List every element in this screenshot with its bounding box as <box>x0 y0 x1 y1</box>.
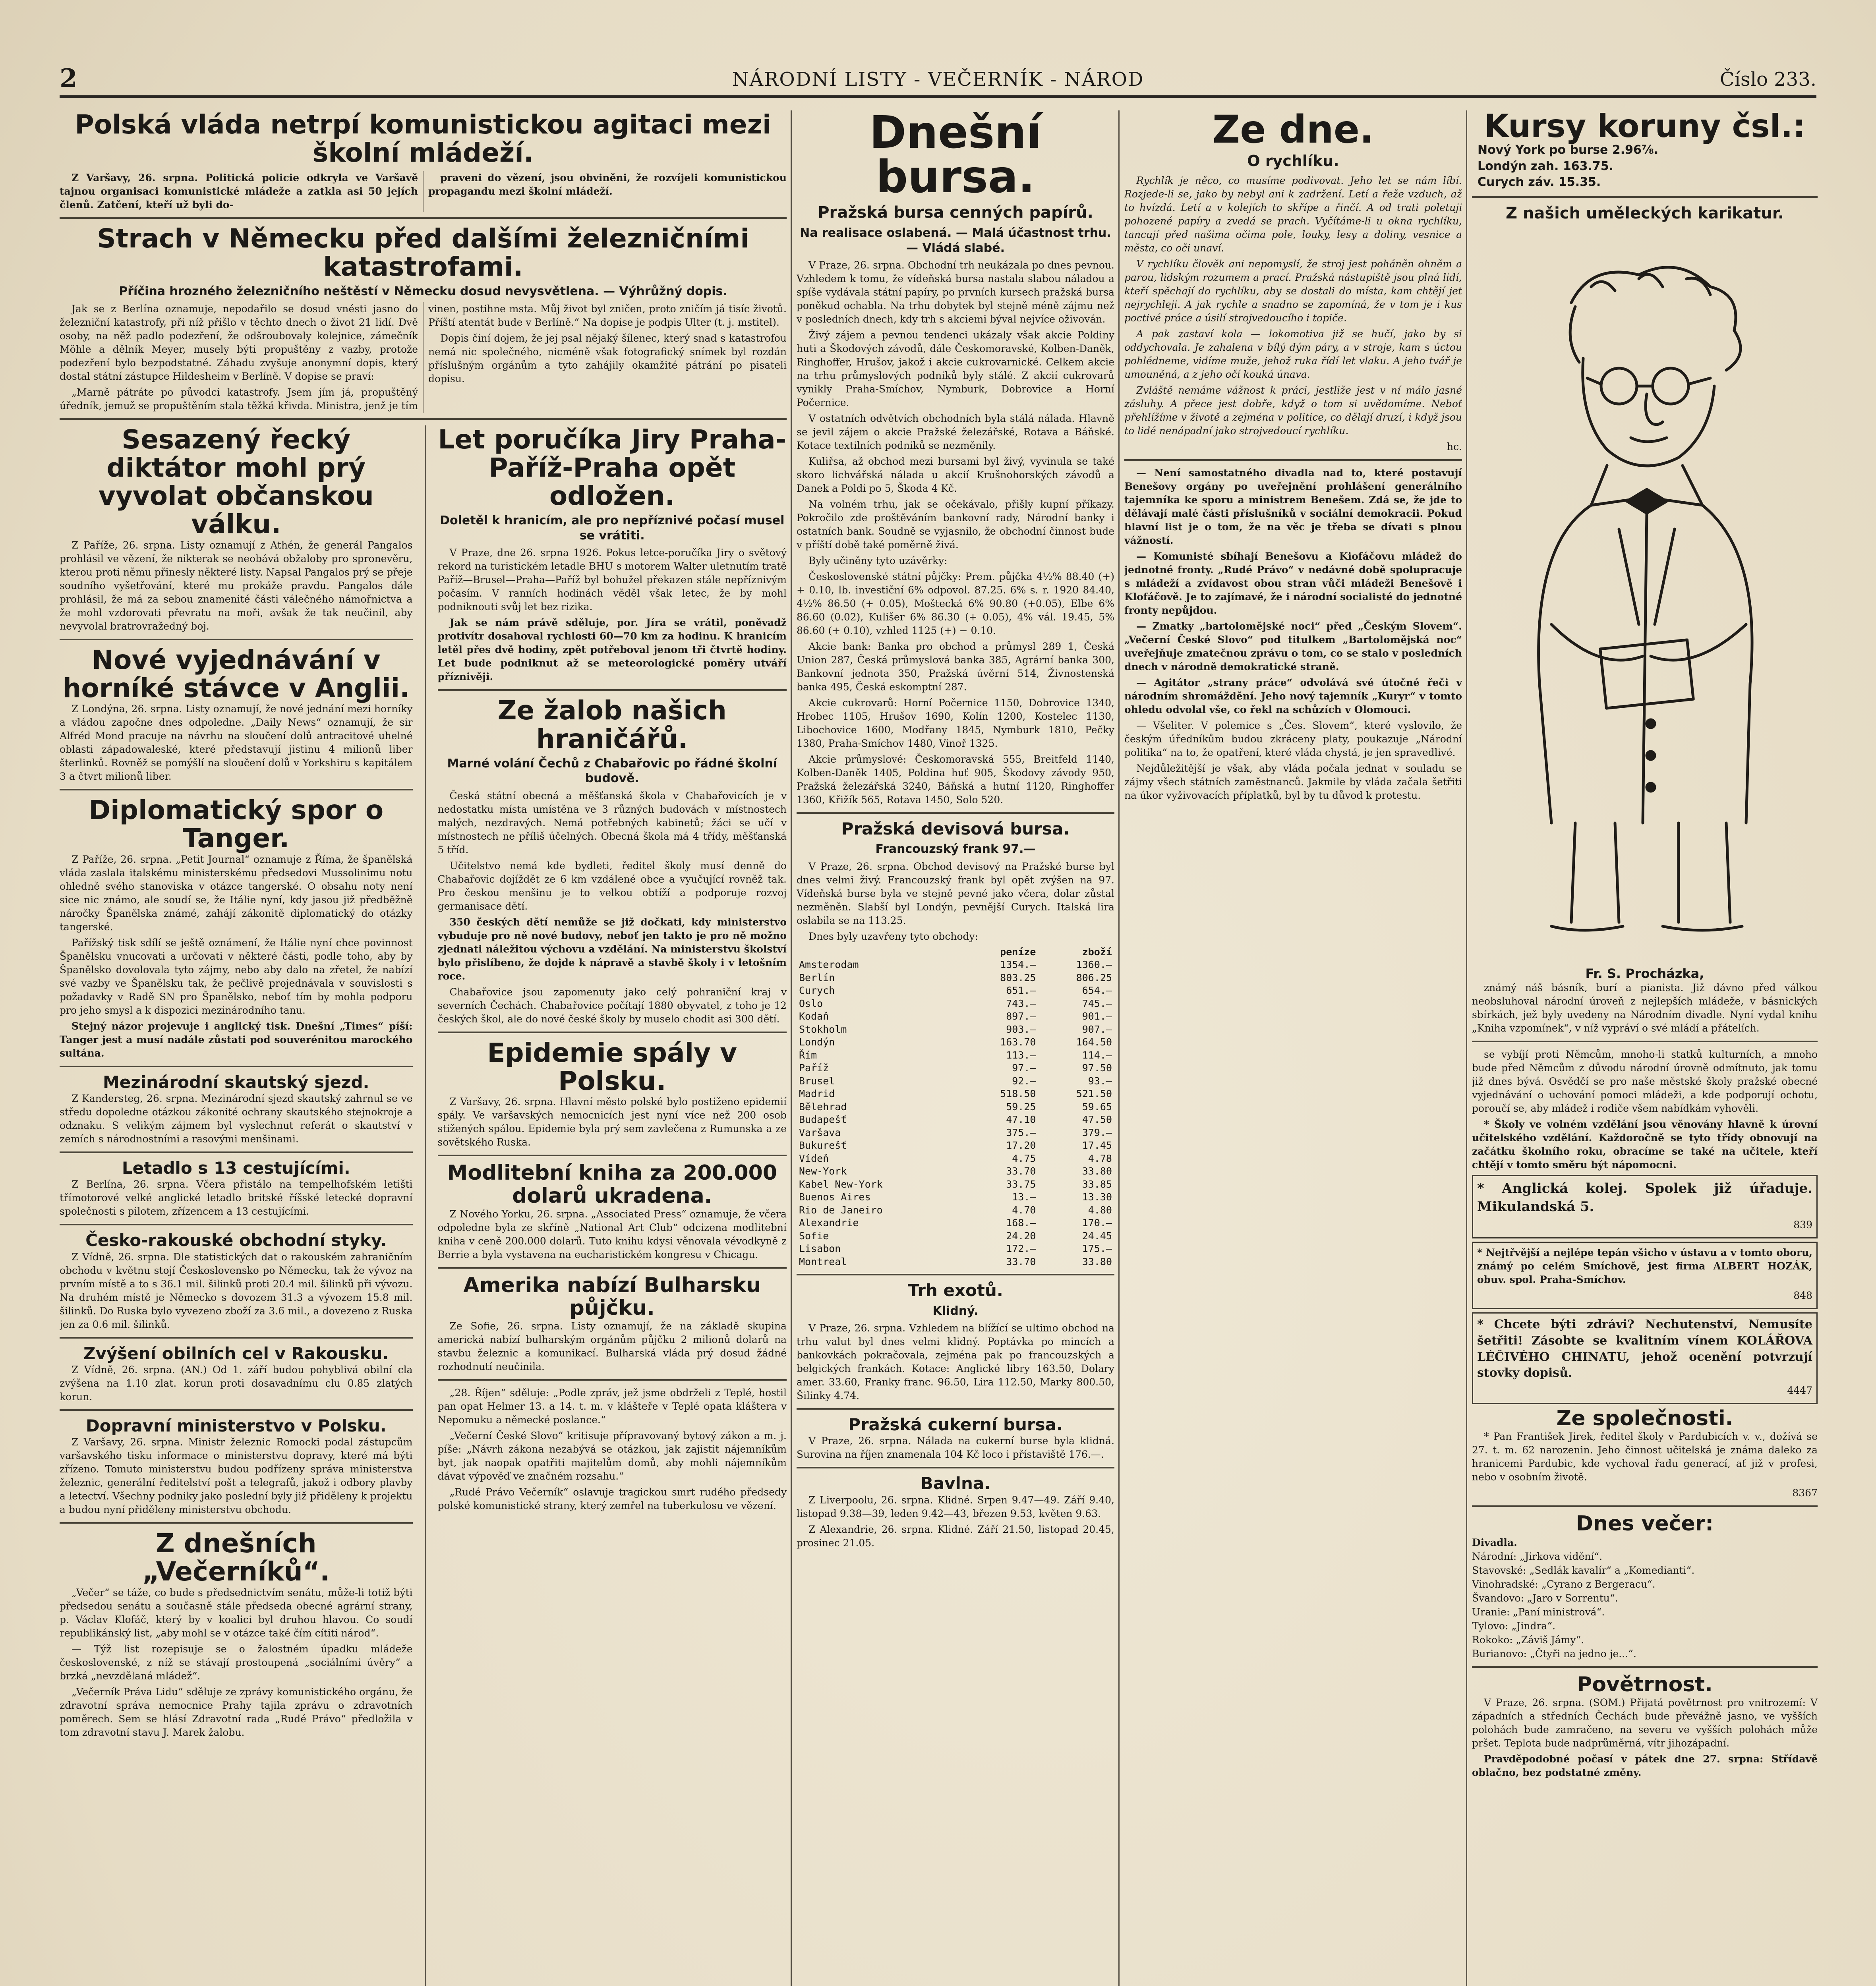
section-divider <box>1124 459 1462 461</box>
headline: Diplomatický spor o Tanger. <box>89 795 384 854</box>
ad-text: * Nejtřvější a nejlépe tepán všicho v ústavu a v tomto oboru, známý po celém Smíchově, jest firma ALBERT HOZÁK, obuv. spol. Praha-Smíchov. <box>1477 1246 1812 1285</box>
subheadline: Francouzský frank 97.— <box>875 842 1036 856</box>
rate-row <box>797 997 1114 1010</box>
article-text: Z Paříže, 26. srpna. „Petit Journal“ oznamuje z Říma, že španělská vláda zaslala italskému ministerskému předsedovi Mussolinimu notu ohledně svého stanoviska v otázce tangerské. O obsahu noty není sice nic známo, ale soudí se, že Itálie nyní, kdy jasou již předběžně náročky Španělska známé, zahájí zákonitě diplomatický do otázky tangerské. <box>60 853 413 933</box>
article-text: „Rudé Právo Večerník“ oslavuje tragickou smrt rudého předsedy polské komunistické strany, který zemřel na tuberkulosu ve vězení. <box>437 1486 787 1512</box>
section-divider <box>797 1467 1114 1468</box>
rate-cell: 172.— <box>1006 1243 1036 1255</box>
column-4 <box>1124 110 1462 1986</box>
rate-cell: Stokholm <box>799 1023 847 1035</box>
article-text: Jak se z Berlína oznamuje, nepodařilo se dosud vnésti jasno do železniční katastrofy, při níž přišlo v těchto dnech o život 21 lidí. Dvě osoby, na něž padlo podezření, že odšroubovaly kolejnice, zámečník Möhle a dělník Meyer, musely býti propuštěny z vazby, protože podezření bylo bezpodstatné. Záhadu zvyšuje anonymní dopis, který dostal státní zástupce Hildesheim v Berlíně. V dopise se praví: <box>60 303 418 382</box>
rate-cell: 4.78 <box>1088 1152 1112 1164</box>
rate-row <box>797 958 1114 972</box>
article-text: „28. Říjen“ sděluje: „Podle zpráv, jež jsme obdrželi z Teplé, hostil pan opat Helmer 13. a 14. t. m. v klášteře v Teplé opata kláštera v Nepomuku a německé poslance.“ <box>437 1387 787 1426</box>
rate-cell: 1354.— <box>1000 959 1036 971</box>
rate-cell: 168.— <box>1006 1217 1036 1229</box>
rate-cell: Londýn <box>799 1036 835 1048</box>
section-divider <box>60 1337 413 1339</box>
rate-row <box>797 1152 1114 1165</box>
rate-cell: 33.80 <box>1082 1165 1112 1177</box>
headline: Modlitební kniha za 200.000 dolarů ukradena. <box>447 1161 777 1208</box>
subheadline: Příčina hrozného železničního neštěstí v Německu dosud nevysvětlena. — Výhrůžný dopis. <box>119 284 727 299</box>
rate-row <box>797 1113 1114 1126</box>
article-text: — Agitátor „strany práce“ odvolává své útočné řeči v národním shromáždění. Jeho nový tajemník „Kuryr“ v tomto ohledu odvolal vše, co řekl na schůzích v Olomouci. <box>1124 676 1462 715</box>
article-text: V rychlíku člověk ani nepomyslí, že stroj jest poháněn ohněm a parou, lidským rozumem a prací. Pražská nástupiště jsou plná lidí, kteří spěchají do rychlíku, aby se dostali do místa, kam chtějí jet nejrychleji. A jak rychle a snadno se zapomíná, že v tom je i kus poctivé práce a úsilí strojvedoucího i topiče. <box>1124 258 1462 324</box>
rate-cell: Amsterodam <box>799 959 859 971</box>
article-text: Pařížský tisk sdílí se ještě oznámení, že Itálie nyní chce povinnost Španělsku vnucovati a určovati v některé části, podle toho, aby by Španělsko dovolovala tyto zájmy, nebo aby dalo na zřetel, že nabízí své vazby ve Španělsku tak, že pečlivě projednávala v souvislosti s požadavky v Radě SN pro Španělsko, neboť tím by mohla podporu pro jeho smysl a k dispozici mezinárodního tanu. <box>60 937 413 1016</box>
rate-cell: 114.— <box>1082 1049 1112 1061</box>
article-text: Z Vídně, 26. srpna. (AN.) Od 1. září budou pohyblivá obilní cla zvýšena na 1.10 zlat. korun proti dosavadnímu clu 0.85 zlatých korun. <box>60 1364 413 1403</box>
article-text: Z Nového Yorku, 26. srpna. „Associated Press“ oznamuje, že včera odpoledne byla ze skříně „National Art Club“ odcizena modlitební kniha v ceně 200.000 dolarů. Tuto knihu kdysi věnovala vévodkyně z Berrie a byla vystavena na eucharistickém kongresu v Chicagu. <box>437 1208 787 1260</box>
rate-row <box>797 1062 1114 1075</box>
headline: Strach v Německu před dalšími železničními katastrofami. <box>97 223 749 282</box>
article-text: * Pan František Jirek, ředitel školy v Pardubicích v. v., dožívá se 27. t. m. 62 narozenin. Jeho činnost učitelská je známa daleko za hranicemi Pardubic, kde vychoval řadu generací, ať již v profesi, nebo v osobním životě. <box>1472 1431 1818 1483</box>
rate-cell: 901.— <box>1082 1010 1112 1022</box>
program-heading: Divadla. <box>1472 1536 1517 1548</box>
article-text: Z Londýna, 26. srpna. Listy oznamují, že nové jednání mezi horníky a vládou započne dnes odpoledne. „Daily News“ oznamují, že sir Alfréd Mond pracuje na návrhu na sloučení dolů antracitové uhelné oblasti západowaleské, které představují jistinu 4 milionů liber šterlinků. Rovněž se pomýšlí na sloučení dolů v Yorkshiru s kapitálem 3 a čtvrt milionů liber. <box>60 703 413 782</box>
rate-cell: 375.— <box>1006 1126 1036 1138</box>
rate-cell: Kabel New-York <box>799 1178 883 1190</box>
article-text: Z Vídně, 26. srpna. Dle statistických dat o rakouském zahraničním obchodu v květnu stojí Československo po Německu, tak že vývoz na prvním místě a to s 36.1 mil. šilinků proti 20.4 mil. šilinků při vývozu. Na druhém místě je Německo s dovozem 31.3 a vývozem 15.8 mil. šilinků. Do Ruska bylo vyvezeno zboží za 3.6 mil., a dovezeno z Ruska jen za 0.6 mil. šilinků. <box>60 1251 413 1330</box>
headline: Epidemie spály v Polsku. <box>487 1037 737 1097</box>
rate-row <box>797 1088 1114 1101</box>
article-text: Dnes byly uzavřeny tyto obchody: <box>808 930 979 942</box>
article-text: Česká státní obecná a měšťanská škola v Chabařovicích je v nedostatku místa umístěna ve 3 různých budovách v místnostech malých, nezdravých. Nemá potřebných kabinetů; žáci se učí v místnostech ne příliš účelných. Obecná škola má 4 třídy, měšťanská 5 tříd. <box>437 790 787 856</box>
rate-header-cell: peníze <box>1000 946 1036 958</box>
subheadline: Klidný. <box>932 1304 979 1318</box>
program-row: Švandovo: „Jaro v Sorrentu“. <box>1472 1592 1618 1604</box>
article-text: V Praze, 26. srpna. Obchod devisový na Pražské burse byl dnes velmi živý. Francouzský frank byl opět zvýšen na 97. Vídeňská burse byla ve stejně pevné jako včera, dolar zůstal nezměněn. Slabší byl Londýn, pevnější Curych. Italská lira oslabila se na 113.25. <box>797 860 1114 926</box>
article-text: Nejdůležitější je však, aby vláda počala jednat v souladu se zájmy všech státních zaměstnanců. Jakmile by vláda začala šetřiti na úkor vyživovacích příplatků, byl by tu důvod k protestu. <box>1124 762 1462 801</box>
article-text: Dopis činí dojem, že jej psal nějaký šílenec, který snad s katastrofou nemá nic společného, nicméně však fotografický snímek byl rozdán příslušným orgánům a tyto zahájily okamžité pátrání po pisateli dopisu. <box>428 332 787 384</box>
left-columns <box>60 110 787 1986</box>
subheadline: Marné volání Čechů z Chabařovic po řádné školní budově. <box>447 756 777 786</box>
program-row: Stavovské: „Sedlák kavalír“ a „Komedianti“. <box>1472 1564 1695 1576</box>
rate-cell: Paříž <box>799 1062 829 1074</box>
article-text: Z Berlína, 26. srpna. Včera přistálo na tempelhofském letišti třímotorové velké anglické letadlo britské říšské letecké dopravní společnosti s pilotem, zřízencem a 13 cestujícími. <box>60 1178 413 1217</box>
rate-cell: Alexandrie <box>799 1217 859 1229</box>
advertisement <box>1472 1312 1818 1404</box>
headline: Ze žalob našich hraničářů. <box>497 695 727 754</box>
article-text: Jak se nám právě sděluje, por. Jíra se vrátil, poněvadž protivítr dosahoval rychlosti 60—70 km za hodinu. K hranicím letěl přes dvě hodiny, zpět potřeboval jenom tři čtvrtě hodiny. Let bude podniknut až se meteorologické poměry utváří příznivěji. <box>437 617 787 683</box>
kurs-line: Londýn zah. 163.75. <box>1478 159 1613 173</box>
article-text: Na volném trhu, jak se očekávalo, přišly kupní příkazy. Pokročilo zde proštěváním bankovní rady, Národní banky i ostatních bank. Soudně se vyjasnilo, že obchodní činnost bude v příští době také poměrně živá. <box>797 498 1114 551</box>
rate-cell: Curych <box>799 985 835 997</box>
ad-code: 4447 <box>1787 1385 1812 1397</box>
rate-row <box>797 1023 1114 1036</box>
section-divider <box>60 1522 413 1524</box>
article-text: — Týž list rozepisuje se o žalostném úpadku mládeže československé, z níž se stávají prostoupená „sociálními úvěry“ a brzká „nevzdělaná mládež“. <box>60 1643 413 1682</box>
rate-cell: 97.50 <box>1082 1062 1112 1074</box>
article-text: Z Paříže, 26. srpna. Listy oznamují z Athén, že generál Pangalos prohlásil ve vězení, že nikterak se neobává obžaloby pro spronevěru, kterou proti němu přinesly některé listy. Napsal Pangalos prý se přeje soudního vyšetřování, které mu prokáže pravdu. Pangalos dále prohlásil, že má za sebou znamenité části válečného námořnictva a že mohl vzdorovati převratu na moři, avšak že tak neučinil, aby nevyvolal bratrovražedný boj. <box>60 539 413 632</box>
section-divider <box>797 1274 1114 1275</box>
headline: Kursy koruny čsl.: <box>1484 110 1806 145</box>
rate-header-cell <box>797 946 962 959</box>
rate-cell: Sofie <box>799 1230 829 1242</box>
headline: Bavlna. <box>920 1474 991 1493</box>
rate-cell: Lisabon <box>799 1243 841 1255</box>
column-rule <box>1118 110 1120 1986</box>
rate-row <box>797 1230 1114 1243</box>
section-divider <box>797 812 1114 814</box>
section-divider <box>60 1151 413 1153</box>
rate-cell: Bělehrad <box>799 1101 847 1113</box>
rate-row <box>797 1010 1114 1023</box>
rate-cell: 33.75 <box>1006 1178 1036 1190</box>
headline: Pražská devisová bursa. <box>841 819 1070 838</box>
article-text: — Zmatky „bartolomějské noci“ před „Českým Slovem“. „Večerní České Slovo“ pod titulkem „Bartolomějská noc“ uveřejňuje zmatečnou zprávu o tom, co se stalo v posledních dnech v národně demokratické straně. <box>1124 620 1462 672</box>
article-text: * Školy ve volném vzdělání jsou věnovány hlavně k úrovní učitelského vzdělání. Každoročně se tyto třídy obnovují na začátku školního roku, obracíme se také na učitele, kteří chtějí v tomto směru být nápomocni. <box>1472 1118 1818 1171</box>
rate-row <box>797 1178 1114 1191</box>
rate-cell: Oslo <box>799 997 823 1009</box>
column-3-bursa <box>797 110 1114 1986</box>
article-text: „Marně pátráte po původci katastrofy. Jsem jím já, propuštěný úředník, jemuž se propuštěním stala těžká křivda. Ministra, jenž je tím vinen, postihne msta. Můj život byl zničen, proto zničím já tisíc životů. Příští atentát bude v Berlíně.“ Na dopise je podpis Ulter (t. j. mstitel). <box>60 303 787 411</box>
article-text: Pravděpodobné počasí v pátek dne 27. srpna: Střídavě oblačno, bez podstatné změny. <box>1472 1753 1818 1778</box>
rate-cell: 806.25 <box>1076 972 1112 983</box>
program-row: Uranie: „Paní ministrová“. <box>1472 1606 1605 1618</box>
subheadline: Doletěl k hranicím, ale pro nepříznivé počasí musel se vrátiti. <box>440 514 785 543</box>
article-text: „Večer“ se táže, co bude s předsednictvím senátu, může-li totiž býti předsedou senátu a současně stále předseda obecné agrární strany, p. Václav Klofáč, který by v koalici byl druhou hlavou. Co soudí republikánský list, „aby mohl se v otázce také čím cítiti národ“. <box>60 1586 413 1639</box>
headline: Z dnešních „Večerníků“. <box>142 1528 330 1587</box>
rate-row <box>797 1075 1114 1088</box>
rate-cell: 33.70 <box>1006 1256 1036 1267</box>
headline: Ze společnosti. <box>1556 1406 1733 1431</box>
rate-row <box>797 1256 1114 1269</box>
rate-cell: 47.10 <box>1006 1114 1036 1126</box>
article-text: známý náš básník, burí a pianista. Již dávno před válkou neobsluhoval národní úroveň z nejlepších mládeže, v básnických sbírkách, jež byly uvedeny na Národním divadle. Nyní vydal knihu „Kniha vzpomínek“, v níž vypráví o své mládí a přátelích. <box>1472 981 1818 1034</box>
headline: Povětrnost. <box>1577 1672 1713 1696</box>
rate-cell: 59.65 <box>1082 1101 1112 1113</box>
rate-cell: 521.50 <box>1076 1088 1112 1100</box>
column-5 <box>1472 110 1818 1986</box>
rate-cell: New-York <box>799 1165 847 1177</box>
article-text: Z Kandersteg, 26. srpna. Mezinárodní sjezd skautský zahrnul se ve středu dopoledne otázkou zákonité ochrany skautského stejnokroje a odznaku. S velikým zájmem byl vyslechnut referát o skautství v zemích s národnostními a rasovými menšinami. <box>60 1092 413 1145</box>
rate-cell: 33.80 <box>1082 1256 1112 1267</box>
rate-cell: 379.— <box>1082 1126 1112 1138</box>
article-text: V Praze, 26. srpna. Obchodní trh neukázala po dnes pevnou. Vzhledem k tomu, že vídeňská bursa nastala slabou náladou a spíše vydávala státní papíry, po prvních kursech pražská bursa poněkud ochabla. Na trhu dobytek byl stejně méně zájmu než v posledních dnech, kdy trh s akciemi býval nejvíce oživován. <box>797 259 1114 325</box>
article-text: V Praze, 26. srpna. Vzhledem na blížící se ultimo obchod na trhu valut byl dnes velmi klidný. Poptávka po mincích a bankovkách pokračovala, zejména pak po francouzských a belgických frankách. Kotace: Anglické libry 163.50, Dolary amer. 33.60, Franky franc. 96.50, Lira 112.50, Marky 800.50, Šilinky 4.74. <box>797 1322 1114 1402</box>
article-text: „Večerní České Slovo“ kritisuje přípravovaný bytový zákon a m. j. píše: „Návrh zákona nezabývá se otázkou, jak zajistit nájemníkům byt, jak naopak opatřiti majitelům domů, aby mohli nájemníkům dávat výpověď ve značném rozsahu.“ <box>437 1430 787 1482</box>
article-text: Stejný názor projevuje i anglický tisk. Dnešní „Times“ píší: Tanger jest a musí nadále zůstati pod souverénitou marockého sultána. <box>60 1020 413 1059</box>
caricature-illustration <box>1472 227 1818 962</box>
column-1 <box>60 425 413 1986</box>
program-list <box>1472 1536 1818 1661</box>
article-text: Rychlík je něco, co musíme podivovat. Jeho let se nám líbí. Rozjede-li se, jako by nebyl ani k zadržení. Letí a řeže vzduch, až to hvízdá. Letí a v kolejích to skřípe a řinčí. A od trati poletují pohozené papíry a zvedá se prach. Vyčítáme-li u okna rychlíku, tancují před našima očima pole, louky, lesy a doliny, vesnice a města, co oči unaví. <box>1124 174 1462 254</box>
subheadline: Na realisace oslabená. — Malá účastnost trhu. — Vládá slabé. <box>800 226 1111 255</box>
headline: Nové vyjednávání v horníké stávce v Anglii. <box>62 644 410 703</box>
rate-cell: 92.— <box>1012 1075 1036 1087</box>
section-divider <box>438 689 787 691</box>
issue-number: Číslo 233. <box>1719 68 1816 91</box>
section-divider <box>1472 1666 1818 1668</box>
exchange-rate-table <box>797 946 1114 1269</box>
ad-code: 839 <box>1793 1219 1812 1231</box>
ad-text: * Chcete býti zdrávi? Nechutenství, Nemusíte šetřiti! Zásobte se kvalitním vínem KOLÁŘOVA LÉČIVÉHO CHINATU, jehož ocenění potvrzují stovky dopisů. <box>1477 1317 1812 1380</box>
headline: Mezinárodní skautský sjezd. <box>103 1072 369 1092</box>
rate-cell: Montreal <box>799 1256 847 1267</box>
column-rule <box>791 110 792 1986</box>
section-divider <box>1472 1041 1818 1042</box>
program-row: Rokoko: „Záviš Jámy“. <box>1472 1634 1584 1646</box>
program-row: Burianovo: „Čtyři na jedno je...“. <box>1472 1648 1636 1660</box>
rate-cell: 13.30 <box>1082 1191 1112 1203</box>
article-text: Ze Sofie, 26. srpna. Listy oznamují, že na základě skupina americká nabízí bulharským orgánům půjčku 2 milionů dolarů na stavbu železnic a komunikací. Bulharská vláda prý dosud žádné rozhodnutí neučinila. <box>437 1320 787 1373</box>
rate-cell: Madrid <box>799 1088 835 1100</box>
article-text: V ostatních odvětvích obchodních byla stálá nálada. Hlavně se jevil zájem o akcie Pražské železářské, Rotava a Báňské. Kotace textilních podniků se nezměnily. <box>797 413 1114 451</box>
advertisement <box>1472 1242 1818 1309</box>
article-text: Z Liverpoolu, 26. srpna. Klidné. Srpen 9.47—49. Září 9.40, listopad 9.38—39, leden 9.42—43, březen 9.53, květen 9.63. <box>797 1494 1114 1519</box>
headline: Česko-rakouské obchodní styky. <box>85 1231 387 1250</box>
article-text: Akcie cukrovarů: Horní Počernice 1150, Dobrovice 1340, Hrobec 1105, Hrušov 1690, Kolín 1200, Kostelec 1130, Libochovice 1600, Modřany 1845, Nymburk 1810, Pečky 1380, Praha-Smíchov 1480, Vinoř 1325. <box>797 697 1114 749</box>
section-divider <box>60 789 413 790</box>
rate-row <box>797 984 1114 997</box>
headline: Polská vláda netrpí komunistickou agitaci mezi školní mládeží. <box>75 110 772 168</box>
newspaper-title: NÁRODNÍ LISTY - VEČERNÍK - NÁROD <box>732 68 1144 91</box>
masthead <box>60 60 1816 98</box>
rate-cell: 33.70 <box>1006 1165 1036 1177</box>
article-text: Učitelstvo nemá kde bydleti, ředitel školy musí denně do Chabařovic dojíždět ze 6 km vzdálené obce a vyučující rovněž tak. Pro českou menšinu je to velkou obtíží a podporuje rozvoj germanisace dětí. <box>437 860 787 912</box>
page-number: 2 <box>60 64 77 93</box>
article-text: Československé státní půjčky: Prem. půjčka 4½% 88.40 (+) + 0.10, lb. investiční 6% odpovol. 87.25. 6% s. r. 1920 84.40, 4½% 86.50 (+ 0.05), Moštecká 6% 90.80 (+0.05), Elbe 6% 86.60 (0.02), Kulišer 6% 86.30 (+ 0.05), 4% vál. 19.45, 5% 86.60 (+ 0.10), vzhled 1125 (+) − 0.10. <box>797 571 1114 636</box>
article-text: 350 českých dětí nemůže se již dočkati, kdy ministerstvo vybuduje pro ně nové budovy, neboť jen takto je pro ně možno zjednati náležitou výchovu a vzdělání. Na ministerstvu školství bylo přislíbeno, že dojde k nápravě a stavbě školy i v letošním roce. <box>437 916 787 982</box>
program-row: Tylovo: „Jindra“. <box>1472 1620 1556 1632</box>
rate-row <box>797 1126 1114 1140</box>
article-text: V Praze, 26. srpna. (SOM.) Přijatá povětrnost pro vnitrozemí: V západních a středních Čechách bude převážně jasno, ve vyšších polohách bude zamračeno, na severu ve vyšších polohách může pršet. Teplota bude nadprůměrná, vítr jihozápadní. <box>1472 1696 1818 1749</box>
rate-cell: 4.70 <box>1012 1204 1036 1216</box>
rate-row <box>797 1242 1114 1256</box>
caricature-caption: Fr. S. Procházka, <box>1585 966 1704 981</box>
rate-header-cell: zboží <box>1082 946 1112 958</box>
section-divider <box>1472 196 1818 198</box>
article-text: Akcie bank: Banka pro obchod a průmysl 289 1, Česká Union 287, Česká průmyslová banka 385, Agrární banka 300, Bankovní jednota 350, Pražská úvěrní 514, Živnostenská banka 495, Česká eskomptní 287. <box>797 641 1114 693</box>
section-divider <box>60 639 413 640</box>
rate-cell: Buenos Aires <box>799 1191 871 1203</box>
rate-row <box>797 1036 1114 1049</box>
section-divider <box>438 1155 787 1156</box>
headline: Dnešní bursa. <box>869 110 1042 203</box>
section-divider <box>438 1032 787 1033</box>
article-text: Z Varšavy, 26. srpna. Politická policie odkryla ve Varšavě tajnou organisaci komunistické mládeže a zatkla asi 50 jejích členů. Zatčení, kteří už byli do- <box>60 172 418 211</box>
rate-row <box>797 1191 1114 1204</box>
article-text: Akcie průmyslové: Českomoravská 555, Breitfeld 1140, Kolben-Daněk 1405, Poldina huť 905, Škodovy závody 950, Pražská železářská 3240, Báňská a hutní 1120, Ringhoffer 1360, Křižík 565, Rotava 1450, Solo 520. <box>797 753 1114 806</box>
headline: Letadlo s 13 cestujícími. <box>122 1158 350 1178</box>
article-text: se vybíjí proti Němcům, mnoho-li statků kulturních, a mnoho bude před Němcům z důvodu národní úrovně odmítnuto, jak tomu již dnes bývá. Osvědčí se pro naše městské školy pražské obecné vyjednávání o uchování pomoci mládeži, a kde podporují ochotu, poroučí se, aby mládež i rodiče všem nabídkám vyhověli. <box>1472 1048 1818 1114</box>
kursy-list <box>1472 142 1818 191</box>
rate-cell: Brusel <box>799 1075 835 1087</box>
rate-row <box>797 1217 1114 1230</box>
section-divider <box>60 1409 413 1411</box>
rate-cell: 17.45 <box>1082 1140 1112 1151</box>
section-divider <box>1472 1505 1818 1507</box>
section-divider <box>438 1267 787 1269</box>
rate-cell: 24.20 <box>1006 1230 1036 1242</box>
kurs-line: Curych záv. 15.35. <box>1478 175 1601 189</box>
rate-row <box>797 1049 1114 1062</box>
column-2 <box>438 425 787 1986</box>
rate-cell: 47.50 <box>1082 1114 1112 1126</box>
rate-cell: Kodaň <box>799 1010 829 1022</box>
ad-code: 8367 <box>1792 1487 1818 1499</box>
article-text: Z Varšavy, 26. srpna. Hlavní město polské bylo postiženo epidemií spály. Ve varšavských nemocnicích jest nyní více než 200 osob stižených spálou. Epidemie byla prý sem zavlečena z Rumunska a ze sovětského Ruska. <box>437 1096 787 1148</box>
rate-cell: Rio de Janeiro <box>799 1204 883 1216</box>
article-text: A pak zastaví kola — lokomotiva již se hučí, jako by si oddychovala. Je zahalena v bílý dým páry, a v stroje, kam s úctou pohlédneme, vidíme muže, jehož ruka řídí let vlaku. A jeho tvář je umouněná, a z jeho očí kouká únava. <box>1124 328 1462 380</box>
headline: Amerika nabízí Bulharsku půjčku. <box>463 1273 761 1320</box>
program-row: Národní: „Jirkova vidění“. <box>1472 1550 1603 1562</box>
rate-cell: 651.— <box>1006 985 1036 997</box>
rate-cell: 903.— <box>1006 1023 1036 1035</box>
subheadline: O rychlíku. <box>1247 152 1339 170</box>
rate-cell: 175.— <box>1082 1243 1112 1255</box>
rate-row <box>797 1139 1114 1152</box>
rate-cell: 518.50 <box>1000 1088 1036 1100</box>
rate-cell: 164.50 <box>1076 1036 1112 1048</box>
rate-cell: 59.25 <box>1006 1101 1036 1113</box>
headline: Let poručíka Jiry Praha-Paříž-Praha opět odložen. <box>438 425 787 512</box>
advertisement <box>1472 1175 1818 1238</box>
rate-cell: Varšava <box>799 1126 841 1138</box>
rate-cell: 4.75 <box>1012 1152 1036 1164</box>
rate-cell: 897.— <box>1006 1010 1036 1022</box>
column-rule <box>1466 110 1467 1986</box>
rate-cell: 17.20 <box>1006 1140 1036 1151</box>
author-signature: hc. <box>1447 440 1462 452</box>
rate-cell: 170.— <box>1082 1217 1112 1229</box>
rate-row <box>797 1165 1114 1178</box>
headline: Sesazený řecký diktátor mohl prý vyvolat občanskou válku. <box>98 425 374 540</box>
rate-cell: 97.— <box>1012 1062 1036 1074</box>
headline: Zvýšení obilních cel v Rakousku. <box>83 1343 389 1363</box>
rate-row <box>797 1101 1114 1114</box>
article-text: Chabařovice jsou zapomenuty jako celý pohraniční kraj v severních Čechách. Chabařovice počítají 1880 obyvatel, z toho je 12 českých škol, ale do nové české školy by muselo chodit asi 300 dětí. <box>437 986 787 1025</box>
article-text: — Není samostatného divadla nad to, které postavují Benešovy orgány po uveřejnění prohlášení generálního tajemníka ke sporu a ministrem Benešem. Zdá se, že jde to dělávají malé části příslušníků v sociální demokracii. Pokud hlavní list je o tom, že na věc je třeba se dívati s plnou vážností. <box>1124 467 1462 546</box>
column-rule <box>425 425 426 1986</box>
article-text: V Praze, 26. srpna. Nálada na cukerní burse byla klidná. Surovina na říjen znamenala 104 Kč loco i přístaviště 176.—. <box>797 1435 1114 1461</box>
subheadline: Pražská bursa cenných papírů. <box>818 203 1093 222</box>
section-divider <box>60 217 787 219</box>
rate-cell: Vídeň <box>799 1152 829 1164</box>
article-text: Z Alexandrie, 26. srpna. Klidné. Září 21.50, listopad 20.45, prosinec 21.05. <box>797 1523 1114 1549</box>
rate-cell: 743.— <box>1006 997 1036 1009</box>
rate-cell: 33.85 <box>1082 1178 1112 1190</box>
headline: Ze dne. <box>1212 110 1374 152</box>
rate-cell: 13.— <box>1012 1191 1036 1203</box>
rate-row <box>797 972 1114 985</box>
rate-cell: 907.— <box>1082 1023 1112 1035</box>
article-text: Z Varšavy, 26. srpna. Ministr železnic Romocki podal zástupcům varšavského tisku informace o ministerstvu dopravy, které má býti zřízeno. Tomuto ministerstvu budou podřízeny správa ministerstva železnic, generální ředitelství pošt a telegrafů, jakož i odbory plavby a letectví. Všechny podniky jako poslední byly již přiděleny k projektu a budou nyní přiděleny ministerstvu obchodu. <box>60 1436 413 1516</box>
rate-cell: 93.— <box>1088 1075 1112 1087</box>
headline: Pražská cukerní bursa. <box>848 1415 1063 1435</box>
article-text: Živý zájem a pevnou tendenci ukázaly však akcie Poldiny huti a Škodových závodů, dále Českomoravské, Kolben-Daněk, Ringhoffer, Hrušov, jakož i akcie cukrovarnické. Celkem akcie na trhu průmyslových podniků byly stálé. Z akcií cukrovarů vynikly Praha-Smíchov, Nymburk, Dobrovice a Horní Počernice. <box>797 329 1114 408</box>
headline: Z našich uměleckých karikatur. <box>1505 204 1784 222</box>
article-text: Kuliřsa, až obchod mezi bursami byl živý, vyvinula se také skoro lichvářská nálada u akcií Krušnohorských závodů a Danek a Poldi po 5, Škoda 4 Kč. <box>797 456 1114 494</box>
ad-text: * Anglická kolej. Spolek již úřaduje. Mikulandská 5. <box>1477 1180 1812 1215</box>
rate-cell: Budapešť <box>799 1114 847 1126</box>
rate-cell: 163.70 <box>1000 1036 1036 1048</box>
rate-cell: 803.25 <box>1000 972 1036 983</box>
rate-cell: 113.— <box>1006 1049 1036 1061</box>
section-divider <box>60 418 787 420</box>
section-divider <box>60 1224 413 1225</box>
rate-cell: 24.45 <box>1082 1230 1112 1242</box>
headline: Trh exotů. <box>908 1281 1003 1300</box>
rate-cell: 745.— <box>1082 997 1112 1009</box>
article-text: — Komunisté sbíhají Benešovu a Kiofáčovu mládež do jednotné fronty. „Rudé Právo“ v nedávné době spolupracuje s mládeží a zvídavost obou stran vůči mládeži Benešově i Klofáčově. Je to zajímavé, že i národní socialisté do jednotné fronty nepůjdou. <box>1124 550 1462 616</box>
article-text: praveni do vězení, jsou obviněni, že rozvíjeli komunistickou propagandu mezi školní mládeží. <box>428 172 787 197</box>
rate-cell: Řím <box>799 1049 817 1061</box>
program-row: Vinohradské: „Cyrano z Bergeracu“. <box>1472 1578 1656 1590</box>
rate-row <box>797 1204 1114 1217</box>
article-text: Zvláště nemáme vážnost k práci, jestliže jest v ní málo jasné zásluhy. A přece jest dobře, když o tom si uvědomíme. Neboť přehlížíme v životě a zejména v politice, co dělají druzí, i když jsou to lidé nenápadní jako strojvedoucí rychlíku. <box>1124 384 1462 437</box>
rate-cell: Berlín <box>799 972 835 983</box>
article-text: „Večerník Práva Lidu“ sděluje ze zprávy komunistického orgánu, že zdravotní správa nemocnice Prahy tajila zprávu o zdravotních poměrech. Sem se hlásí Zdravotní rada „Rudé Právo“ předložila v tom zdravotní stavu J. Marek žalobu. <box>60 1686 413 1738</box>
article-text: Byly učiněny tyto uzávěrky: <box>808 555 948 566</box>
ad-code: 848 <box>1793 1289 1812 1301</box>
rate-cell: 654.— <box>1082 985 1112 997</box>
rate-cell: Bukurešť <box>799 1140 847 1151</box>
rate-cell: 4.80 <box>1088 1204 1112 1216</box>
article-text: — Všeliter. V polemice s „Čes. Slovem“, které vyslovilo, že českým úředníkům budou zkráceny platy, poukazuje „Národní politika“ na to, že opatření, které vláda chystá, je jen spravedlivé. <box>1124 719 1462 758</box>
section-divider <box>60 1066 413 1067</box>
article-text: V Praze, dne 26. srpna 1926. Pokus letce-poručíka Jiry o světový rekord na turistickém letadle BHU s motorem Walter uletnutím tratě Paříž—Brusel—Praha—Paříž byl bohužel překazen stále nepříznivým počasím. V ranních hodinách věděl však letec, že by mohl podniknouti svůj let bez rizika. <box>437 547 787 613</box>
rate-cell: 1360.— <box>1076 959 1112 971</box>
kurs-line: Nový York po burse 2.96⅞. <box>1478 143 1659 157</box>
headline: Dnes večer: <box>1576 1512 1714 1536</box>
section-divider <box>797 1408 1114 1410</box>
headline: Dopravní ministerstvo v Polsku. <box>85 1416 387 1435</box>
section-divider <box>438 1379 787 1381</box>
